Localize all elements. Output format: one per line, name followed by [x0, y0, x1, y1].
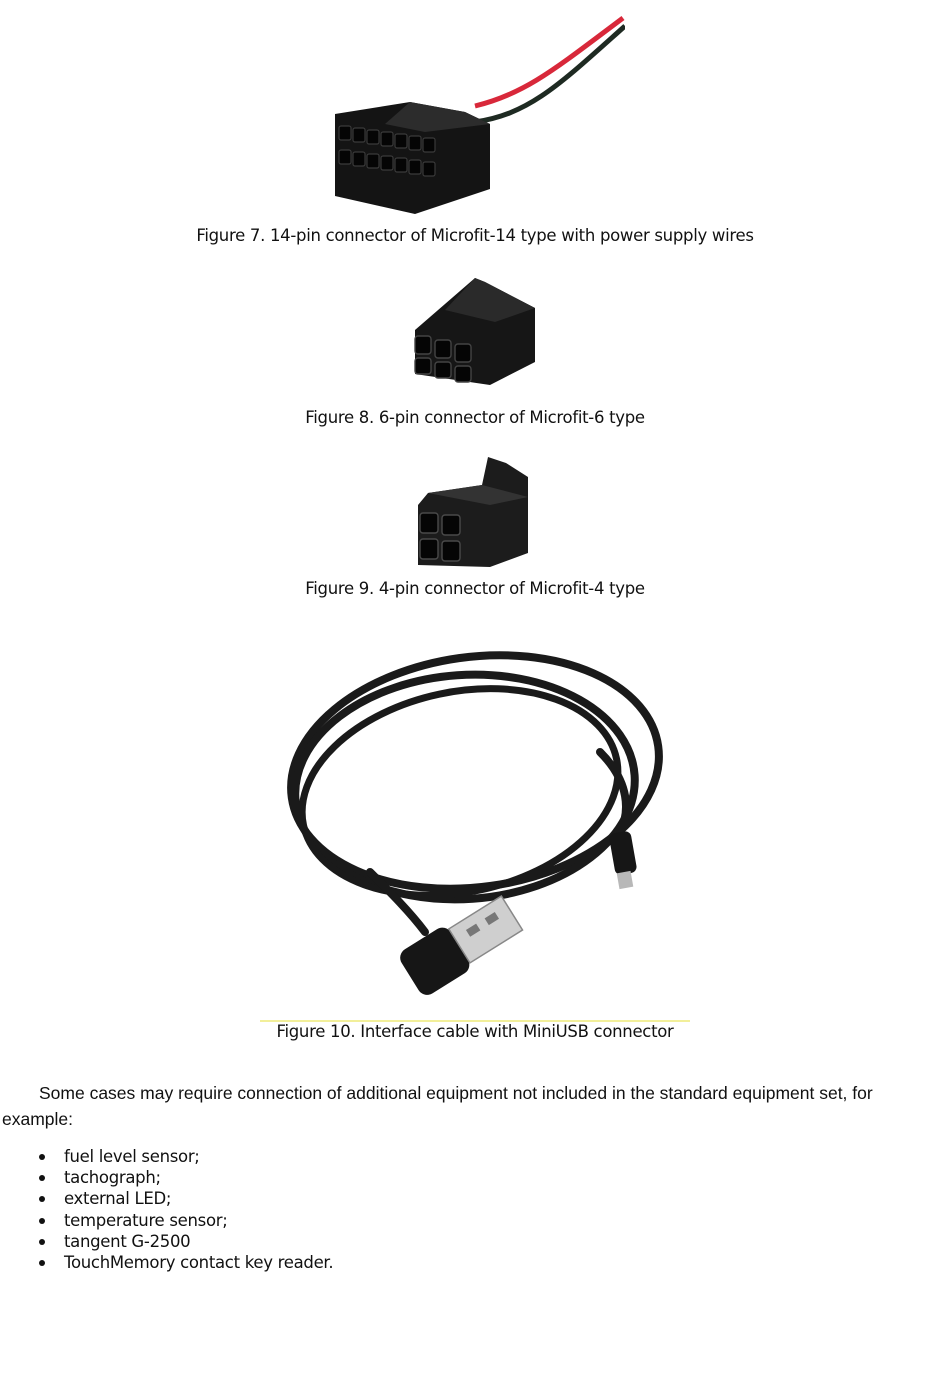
list-item: TouchMemory contact key reader. [0, 1252, 333, 1273]
equipment-list [0, 1146, 333, 1273]
figure-7-caption: Figure 7. 14-pin connector of Microfit-14 type with power supply wires [196, 226, 754, 245]
usb-cable-picture [260, 642, 690, 1024]
figure-9-image [0, 455, 950, 573]
connector-6-pin-picture [405, 270, 545, 390]
list-item: tangent G-2500 [0, 1231, 333, 1252]
figure-9-caption: Figure 9. 4-pin connector of Microfit-4 type [305, 579, 645, 598]
list-item: fuel level sensor; [0, 1146, 333, 1167]
list-item: tachograph; [0, 1167, 333, 1188]
figure-7-image [0, 14, 950, 224]
list-item: temperature sensor; [0, 1210, 333, 1231]
figure-8-image [0, 270, 950, 390]
figure-10-image [0, 642, 950, 1024]
paragraph-text: Some cases may require connection of additional equipment not included in the standard equipment set, for example: [2, 1083, 873, 1129]
figure-10-caption: Figure 10. Interface cable with MiniUSB connector [276, 1022, 674, 1041]
connector-4-pin-picture [410, 455, 540, 573]
figure-8-caption: Figure 8. 6-pin connector of Microfit-6 type [305, 408, 645, 427]
list-item: external LED; [0, 1188, 333, 1209]
body-paragraph [2, 1080, 902, 1132]
usb-a-plug [396, 891, 525, 999]
mini-usb-plug [609, 830, 638, 889]
connector-14-pin-picture [325, 14, 625, 224]
